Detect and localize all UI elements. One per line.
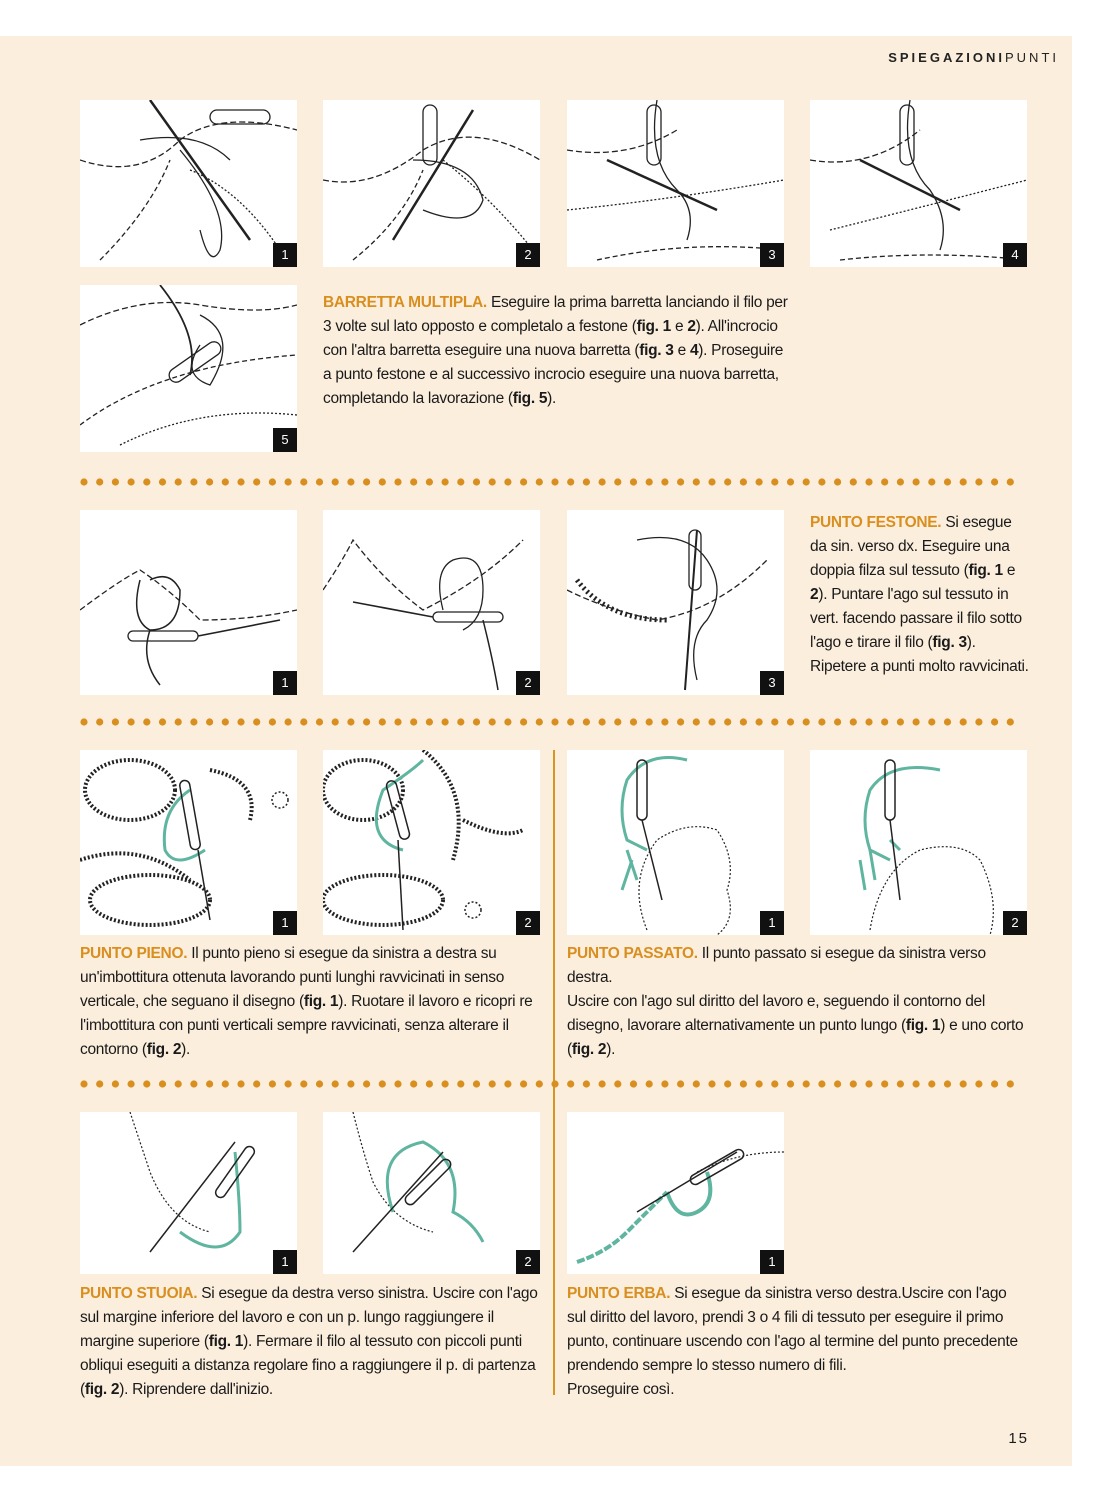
separator-dot — [630, 478, 637, 485]
festone-figure-1 — [80, 510, 297, 695]
separator-dot — [661, 718, 668, 725]
separator-dot — [991, 1080, 998, 1087]
separator-dot — [426, 718, 433, 725]
separator-dot — [771, 478, 778, 485]
separator-dot — [489, 718, 496, 725]
separator-dot — [457, 478, 464, 485]
separator-dot — [363, 718, 370, 725]
separator-dot — [457, 718, 464, 725]
separator-dot — [332, 478, 339, 485]
figure-number: 3 — [760, 243, 784, 267]
separator-dot — [190, 1080, 197, 1087]
separator-dot — [300, 478, 307, 485]
separator-dot — [756, 1080, 763, 1087]
separator-dot — [269, 478, 276, 485]
separator-dot — [724, 1080, 731, 1087]
separator-dot — [159, 718, 166, 725]
separator-dot — [520, 478, 527, 485]
page-number: 15 — [1008, 1430, 1029, 1447]
separator-dot — [960, 718, 967, 725]
separator-dot — [583, 478, 590, 485]
separator-dot — [881, 1080, 888, 1087]
separator-dot — [175, 718, 182, 725]
separator-dot — [897, 1080, 904, 1087]
separator-dot — [551, 1080, 558, 1087]
erba-description: PUNTO ERBA. Si esegue da sinistra verso destra.Uscire con l'ago sul diritto del lavoro, prendi 3 o 4 fili di tessuto per eseguire il primo punto, continuare uscendo con l'ago al termine del punto precedente prendendo sempre lo stesso numero di fili. Proseguire così. — [567, 1285, 1018, 1398]
separator-dot — [913, 478, 920, 485]
separator-dot — [442, 1080, 449, 1087]
separator-dot — [316, 1080, 323, 1087]
separator-dot — [599, 718, 606, 725]
separator-dot — [834, 1080, 841, 1087]
figure-number: 1 — [273, 1250, 297, 1274]
separator-dot — [300, 1080, 307, 1087]
separator-dot — [1007, 478, 1014, 485]
separator-dot — [347, 1080, 354, 1087]
separator-dot — [803, 478, 810, 485]
separator-dot — [928, 718, 935, 725]
separator-dot — [363, 478, 370, 485]
separator-dot — [96, 1080, 103, 1087]
separator-dot — [457, 1080, 464, 1087]
separator-dot — [756, 718, 763, 725]
separator-dot — [646, 718, 653, 725]
separator-dot — [112, 718, 119, 725]
separator-dot — [143, 718, 150, 725]
separator-dot — [128, 718, 135, 725]
separator-dot — [551, 718, 558, 725]
separator-dot — [693, 718, 700, 725]
separator-dot — [661, 1080, 668, 1087]
separator-dot — [646, 1080, 653, 1087]
separator-dot — [991, 478, 998, 485]
separator-dot — [567, 718, 574, 725]
separator-dot — [489, 1080, 496, 1087]
separator-dot — [693, 1080, 700, 1087]
separator-dot — [206, 1080, 213, 1087]
passato-title: PUNTO PASSATO. — [567, 945, 698, 962]
separator-dot — [614, 1080, 621, 1087]
separator-dot — [803, 1080, 810, 1087]
separator-dot — [818, 478, 825, 485]
header-topic: PUNTI — [1005, 50, 1059, 65]
separator-dot — [347, 478, 354, 485]
separator-dot — [394, 478, 401, 485]
separator-dot — [473, 478, 480, 485]
separator-dot — [332, 718, 339, 725]
separator-dot — [253, 478, 260, 485]
separator-dot — [159, 478, 166, 485]
separator-dot — [661, 478, 668, 485]
separator-dot — [520, 1080, 527, 1087]
separator-dot — [363, 1080, 370, 1087]
separator-dot — [740, 718, 747, 725]
separator-dot — [520, 718, 527, 725]
separator-dot — [410, 718, 417, 725]
separator-dot — [175, 1080, 182, 1087]
separator-dot — [677, 1080, 684, 1087]
figure-number: 4 — [1003, 243, 1027, 267]
separator-dot — [504, 718, 511, 725]
separator-dot — [708, 718, 715, 725]
separator-dot — [175, 478, 182, 485]
barretta-figure-2 — [323, 100, 540, 267]
separator-dot — [928, 478, 935, 485]
separator-dot — [865, 718, 872, 725]
separator-dot — [693, 478, 700, 485]
separator-dot — [787, 1080, 794, 1087]
separator-dot — [536, 478, 543, 485]
separator-dot — [646, 478, 653, 485]
separator-dot — [285, 478, 292, 485]
separator-dot — [332, 1080, 339, 1087]
pieno-description: PUNTO PIENO. Il punto pieno si esegue da sinistra a destra su un'imbottitura ottenuta lavorando punti lunghi ravvicinati in senso verticale, che seguano il disegno (fig. 1). Ruotare il lavoro e ricopri re l'imbottitura con punti verticali sempre ravvicinati, senza alterare il contorno (fig. 2). — [80, 945, 533, 1058]
separator-dot — [347, 718, 354, 725]
separator-dot — [928, 1080, 935, 1087]
separator-dot — [960, 1080, 967, 1087]
separator-dot — [881, 718, 888, 725]
separator-dot — [504, 478, 511, 485]
separator-dot — [96, 718, 103, 725]
festone-description: PUNTO FESTONE. Si esegue da sin. verso dx. Eseguire una doppia filza sul tessuto (fig. 1 e 2). Puntare l'ago sul tessuto in vert. facendo passare il filo sotto l'ago e tirare il filo (fig. 3). Ripetere a punti molto ravvicinati. — [810, 514, 1029, 675]
separator-dot — [724, 718, 731, 725]
separator-dot — [112, 478, 119, 485]
barretta-figure-3 — [567, 100, 784, 267]
separator-dot — [818, 1080, 825, 1087]
separator-dot — [630, 1080, 637, 1087]
separator-dot — [991, 718, 998, 725]
erba-title: PUNTO ERBA. — [567, 1285, 671, 1302]
separator-dot — [599, 1080, 606, 1087]
separator-dot — [865, 478, 872, 485]
separator-dot — [237, 718, 244, 725]
pieno-figure-2 — [323, 750, 540, 935]
separator-dot — [787, 718, 794, 725]
separator-dot — [222, 478, 229, 485]
separator-dot — [944, 478, 951, 485]
separator-dot — [740, 478, 747, 485]
barretta-figure-1 — [80, 100, 297, 267]
separator-dot — [787, 478, 794, 485]
stuoia-description: PUNTO STUOIA. Si esegue da destra verso sinistra. Uscire con l'ago sul margine inferiore del lavoro e con un p. lungo raggiungere il margine superiore (fig. 1). Fermare il filo al tessuto con piccoli punti obliqui eseguiti a distanza regolare fino a raggiungere il p. di partenza (fig. 2). Riprendere dall'inizio. — [80, 1285, 538, 1398]
header-section: SPIEGAZIONI — [888, 50, 1005, 65]
separator-dot — [222, 718, 229, 725]
separator-dot — [112, 1080, 119, 1087]
separator-dot — [708, 478, 715, 485]
separator-dot — [143, 1080, 150, 1087]
separator-dot — [756, 478, 763, 485]
dotted-separator — [80, 1076, 1028, 1086]
figure-number: 1 — [273, 243, 297, 267]
separator-dot — [536, 1080, 543, 1087]
page-header — [888, 50, 1059, 65]
separator-dot — [677, 718, 684, 725]
figure-number: 2 — [1003, 911, 1027, 935]
passato-figure-2 — [810, 750, 1027, 935]
figure-number: 2 — [516, 1250, 540, 1274]
figure-number: 1 — [273, 911, 297, 935]
barretta-figure-5 — [80, 285, 297, 452]
separator-dot — [614, 478, 621, 485]
stuoia-figure-2 — [323, 1112, 540, 1274]
separator-dot — [865, 1080, 872, 1087]
separator-dot — [1007, 718, 1014, 725]
stuoia-title: PUNTO STUOIA. — [80, 1285, 198, 1302]
separator-dot — [379, 1080, 386, 1087]
separator-dot — [536, 718, 543, 725]
separator-dot — [850, 478, 857, 485]
separator-dot — [269, 718, 276, 725]
festone-figure-2 — [323, 510, 540, 695]
separator-dot — [567, 478, 574, 485]
separator-dot — [80, 718, 87, 725]
separator-dot — [379, 718, 386, 725]
separator-dot — [708, 1080, 715, 1087]
separator-dot — [222, 1080, 229, 1087]
separator-dot — [143, 478, 150, 485]
separator-dot — [269, 1080, 276, 1087]
separator-dot — [300, 718, 307, 725]
separator-dot — [473, 718, 480, 725]
separator-dot — [771, 1080, 778, 1087]
separator-dot — [410, 478, 417, 485]
separator-dot — [316, 718, 323, 725]
separator-dot — [190, 478, 197, 485]
separator-dot — [583, 1080, 590, 1087]
separator-dot — [567, 1080, 574, 1087]
dotted-separator — [80, 714, 1028, 724]
separator-dot — [614, 718, 621, 725]
separator-dot — [379, 478, 386, 485]
separator-dot — [285, 1080, 292, 1087]
separator-dot — [975, 718, 982, 725]
separator-dot — [881, 478, 888, 485]
separator-dot — [834, 478, 841, 485]
separator-dot — [285, 718, 292, 725]
dotted-separator — [80, 474, 1028, 484]
barretta-figure-4 — [810, 100, 1027, 267]
figure-number: 1 — [760, 1250, 784, 1274]
separator-dot — [410, 1080, 417, 1087]
figure-number: 1 — [760, 911, 784, 935]
separator-dot — [850, 718, 857, 725]
separator-dot — [960, 478, 967, 485]
separator-dot — [316, 478, 323, 485]
column-divider — [553, 750, 555, 1395]
separator-dot — [677, 478, 684, 485]
separator-dot — [80, 478, 87, 485]
separator-dot — [897, 478, 904, 485]
separator-dot — [237, 478, 244, 485]
separator-dot — [253, 718, 260, 725]
separator-dot — [206, 718, 213, 725]
separator-dot — [394, 1080, 401, 1087]
separator-dot — [724, 478, 731, 485]
figure-number: 2 — [516, 671, 540, 695]
separator-dot — [630, 718, 637, 725]
separator-dot — [473, 1080, 480, 1087]
separator-dot — [771, 718, 778, 725]
passato-description: PUNTO PASSATO. Il punto passato si esegue da sinistra verso destra. Uscire con l'ago sul diritto del lavoro e, seguendo il contorno del disegno, lavorare alternativamente un punto lungo (fig. 1) e uno corto (fig. 2). — [567, 945, 1024, 1058]
separator-dot — [426, 478, 433, 485]
separator-dot — [426, 1080, 433, 1087]
separator-dot — [850, 1080, 857, 1087]
stuoia-figure-1 — [80, 1112, 297, 1274]
figure-number: 2 — [516, 911, 540, 935]
separator-dot — [237, 1080, 244, 1087]
separator-dot — [599, 478, 606, 485]
separator-dot — [975, 478, 982, 485]
separator-dot — [80, 1080, 87, 1087]
pieno-title: PUNTO PIENO. — [80, 945, 188, 962]
separator-dot — [253, 1080, 260, 1087]
erba-figure-1 — [567, 1112, 784, 1274]
separator-dot — [206, 478, 213, 485]
separator-dot — [803, 718, 810, 725]
festone-figure-3 — [567, 510, 784, 695]
separator-dot — [583, 718, 590, 725]
separator-dot — [897, 718, 904, 725]
separator-dot — [442, 718, 449, 725]
barretta-description: BARRETTA MULTIPLA. Eseguire la prima barretta lanciando il filo per 3 volte sul lato opposto e completalo a festone (fig. 1 e 2). All'incrocio con l'altra barretta eseguire una nuova barretta (fig. 3 e 4). Proseguire a punto festone e al successivo incrocio eseguire una nuova barretta, completando la lavorazione (fig. 5). — [323, 294, 788, 407]
separator-dot — [159, 1080, 166, 1087]
separator-dot — [818, 718, 825, 725]
festone-title: PUNTO FESTONE. — [810, 514, 942, 531]
separator-dot — [489, 478, 496, 485]
separator-dot — [740, 1080, 747, 1087]
separator-dot — [1007, 1080, 1014, 1087]
passato-figure-1 — [567, 750, 784, 935]
separator-dot — [975, 1080, 982, 1087]
figure-number: 2 — [516, 243, 540, 267]
figure-number: 3 — [760, 671, 784, 695]
separator-dot — [504, 1080, 511, 1087]
barretta-title: BARRETTA MULTIPLA. — [323, 294, 487, 311]
separator-dot — [394, 718, 401, 725]
separator-dot — [944, 718, 951, 725]
separator-dot — [551, 478, 558, 485]
separator-dot — [944, 1080, 951, 1087]
pieno-figure-1 — [80, 750, 297, 935]
figure-number: 5 — [273, 428, 297, 452]
separator-dot — [913, 718, 920, 725]
figure-number: 1 — [273, 671, 297, 695]
separator-dot — [128, 1080, 135, 1087]
separator-dot — [96, 478, 103, 485]
separator-dot — [442, 478, 449, 485]
separator-dot — [128, 478, 135, 485]
separator-dot — [190, 718, 197, 725]
separator-dot — [913, 1080, 920, 1087]
separator-dot — [834, 718, 841, 725]
